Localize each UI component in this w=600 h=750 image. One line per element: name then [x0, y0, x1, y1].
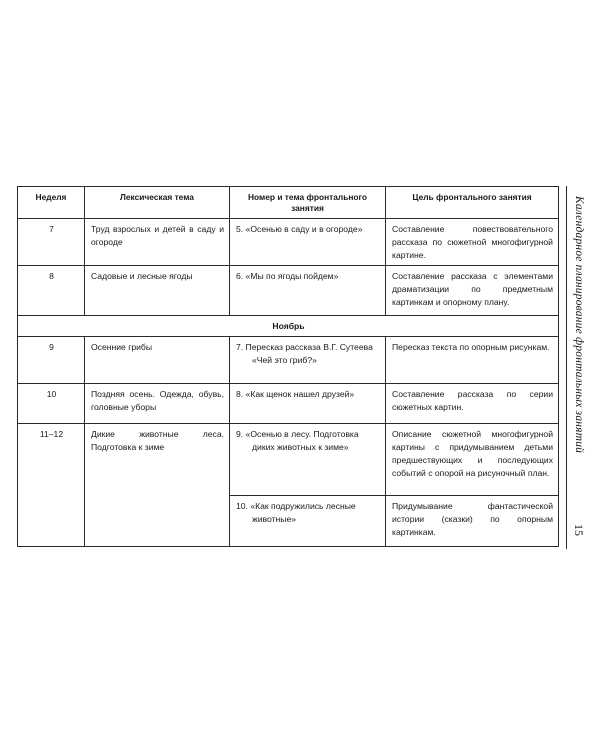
month-label: Ноябрь [18, 316, 559, 337]
goal-cell: Составление рассказа с элементами драматизации по предметным картинкам и опорному плану. [386, 266, 559, 316]
month-row [18, 316, 559, 337]
lesson-text: 7. Пересказ рассказа В.Г. Сутеева «Чей это гриб?» [236, 342, 373, 365]
goal-cell: Описание сюжетной многофигурной картины с придумыванием детьми предшествующих и последующих событий с опорой на рисуночный план. [386, 424, 559, 496]
week-cell: 7 [18, 219, 85, 266]
page-number: 15 [572, 524, 586, 536]
lesson-cell [230, 384, 386, 424]
topic-cell: Труд взрослых и детей в саду и огороде [85, 219, 230, 266]
lesson-cell [230, 496, 386, 547]
lesson-text: 6. «Мы по ягоды пойдем» [236, 271, 339, 281]
topic-cell: Дикие животные леса. Подготовка к зиме [85, 424, 230, 547]
table-row [18, 424, 559, 496]
goal-cell: Составление повествовательного рассказа по сюжетной многофигурной картине. [386, 219, 559, 266]
week-cell: 11–12 [18, 424, 85, 547]
lesson-text: 9. «Осенью в лесу. Подготовка диких животных к зиме» [236, 429, 359, 452]
table-row [18, 219, 559, 266]
topic-cell: Поздняя осень. Одежда, обувь, головные уборы [85, 384, 230, 424]
lesson-text: 8. «Как щенок нашел друзей» [236, 389, 355, 399]
topic-cell: Садовые и лесные ягоды [85, 266, 230, 316]
goal-cell: Пересказ текста по опорным рисункам. [386, 337, 559, 384]
goal-cell: Составление рассказа по серии сюжетных картин. [386, 384, 559, 424]
lesson-cell [230, 337, 386, 384]
header-lesson: Номер и тема фронтального занятия [230, 187, 386, 219]
running-title: Календарное планирование фронтальных занятий [573, 196, 585, 454]
week-cell: 9 [18, 337, 85, 384]
lesson-cell [230, 219, 386, 266]
week-cell: 8 [18, 266, 85, 316]
header-week: Неделя [18, 187, 85, 219]
table-header-row [18, 187, 559, 219]
header-topic: Лексическая тема [85, 187, 230, 219]
table-row [18, 384, 559, 424]
table-row [18, 266, 559, 316]
lesson-cell [230, 266, 386, 316]
lesson-text: 10. «Как подружились лесные животные» [236, 501, 356, 524]
table-row [18, 337, 559, 384]
lesson-plan-table [17, 186, 559, 547]
lesson-text: 5. «Осенью в саду и в огороде» [236, 224, 363, 234]
goal-cell: Придумывание фантастической истории (сказки) по опорным картинкам. [386, 496, 559, 547]
week-cell: 10 [18, 384, 85, 424]
header-goal: Цель фронтального занятия [386, 187, 559, 219]
lesson-cell [230, 424, 386, 496]
topic-cell: Осенние грибы [85, 337, 230, 384]
